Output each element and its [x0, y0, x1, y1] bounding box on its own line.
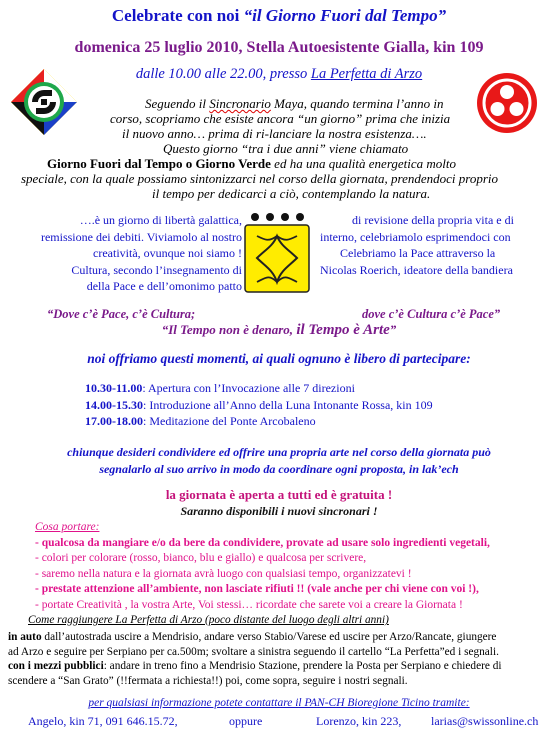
- intro-line-2: corso, scopriamo che esiste ancora “un giorno” prima che inizia: [110, 111, 451, 126]
- event-time-line: dalle 10.00 alle 22.00, presso La Perfetta di Arzo: [135, 66, 423, 82]
- bring-item: - portate Creatività , la vostra Arte, Voi stessi… ricordate che sarete voi a creare la Giornata !: [35, 598, 463, 611]
- sincronari-line: Saranno disponibili i nuovi sincronari !: [180, 504, 378, 518]
- contact-oppure: oppure: [229, 714, 263, 728]
- intro-line-7: il tempo per dedicarci a ciò, contemplando la natura.: [152, 186, 431, 201]
- event-date-line: domenica 25 luglio 2010, Stella Autoesistente Gialla, kin 109: [74, 39, 484, 56]
- hunab-ku-logo-icon: [10, 68, 78, 136]
- bring-item: - qualcosa da mangiare e/o da bere da condividere, provate ad usare solo ingredienti vegetali,: [35, 536, 490, 549]
- bring-heading: Cosa portare:: [35, 521, 100, 533]
- intro-line-4: Questo giorno “tra i due anni” viene chiamato: [163, 141, 409, 156]
- page-title: Celebrate con noi “il Giorno Fuori dal Tempo”: [111, 6, 447, 25]
- yellow-star-seal-icon: [243, 212, 311, 294]
- right-column-text: di revisione della propria vita e di interno, celebriamolo esprimendoci con Celebriamo la Pace attraverso la Nicolas Roerich, ideatore della bandiera: [320, 213, 514, 277]
- bring-item: - prestate attenzione all’ambiente, non lasciate rifiuti !! (vale anche per chi viene con voi !),: [35, 583, 479, 595]
- tempo-arte-quote: “Il Tempo non è denaro, il Tempo è Arte”: [161, 322, 397, 338]
- open-to-all-line: la giornata è aperta a tutti ed è gratuita !: [165, 487, 393, 502]
- contact-angelo: Angelo, kin 71, 091 646.15.72,: [28, 714, 178, 728]
- contact-lorenzo: Lorenzo, kin 223,: [316, 714, 402, 728]
- schedule-item: 17.00-18.00: Meditazione del Ponte Arcobaleno: [85, 414, 316, 428]
- bring-list: [35, 520, 490, 613]
- offer-line: noi offriamo questi momenti, ai quali ognuno è libero di partecipare:: [87, 351, 471, 366]
- directions-text: in auto dall’autostrada uscire a Mendrisio, andare verso Stabio/Varese ed uscire per Arzo/Rancate, giungere ad Arzo e seguire per Serpiano per ca.500m; svoltare a sinistra seguendo il cartello “La Perfetta”ed i segnali. con i mezzi pubblici: andare in treno fino a Mendrisio Stazione, prendere la Posta per Serpiano e chiedere di scendere a “San Grato” (!!fermata a richiesta!!) poi, come sopra, seguire i nostri segnali.: [8, 631, 502, 687]
- quote-right: dove c’è Cultura c’è Pace”: [362, 307, 501, 321]
- schedule-list: [85, 380, 433, 430]
- schedule-item: 14.00-15.30: Introduzione all’Anno della Luna Intonante Rossa, kin 109: [85, 397, 433, 412]
- bring-item: - colori per colorare (rosso, bianco, blu e giallo) e qualcosa per scrivere,: [35, 552, 367, 564]
- intro-line-3: il nuovo anno… prima di ri-lanciare la nostra esistenza….: [122, 126, 427, 141]
- directions-heading: Come raggiungere La Perfetta di Arzo (poco distante del luogo degli altri anni): [28, 614, 389, 626]
- contact-email-link[interactable]: larias@swissonline.ch: [431, 714, 539, 728]
- left-column-text: ….è un giorno di libertà galattica, remissione dei debiti. Viviamolo al nostro creatività, ovunque noi siamo ! Cultura, secondo l’insegnamento di della Pace e dell’omonimo patto: [40, 213, 242, 293]
- share-art-text: chiunque desideri condividere ed offrire una propria arte nel corso della giornata può segnalarlo al suo arrivo in modo da coordinare ogni proposta, in lak’ech: [67, 445, 491, 476]
- contact-heading: per qualsiasi informazione potete contattare il PAN-CH Bioregione Ticino tramite:: [88, 697, 470, 709]
- intro-line-6: speciale, con la quale possiamo sintonizzarci nel corso della giornata, prendendoci proprio: [21, 171, 498, 186]
- intro-line-5: Giorno Fuori dal Tempo o Giorno Verde ed ha una qualità energetica molto: [47, 156, 457, 171]
- banner-of-peace-icon: [475, 71, 539, 135]
- quote-left: “Dove c’è Pace, c’è Cultura;: [47, 307, 196, 321]
- intro-line-1: Seguendo il Sincronario Maya, quando termina l’anno in: [145, 96, 444, 111]
- schedule-item: 10.30-11.00: Apertura con l’Invocazione alle 7 direzioni: [85, 381, 355, 395]
- bring-item: - saremo nella natura e la giornata avrà luogo con qualsiasi tempo, organizzatevi !: [35, 567, 412, 580]
